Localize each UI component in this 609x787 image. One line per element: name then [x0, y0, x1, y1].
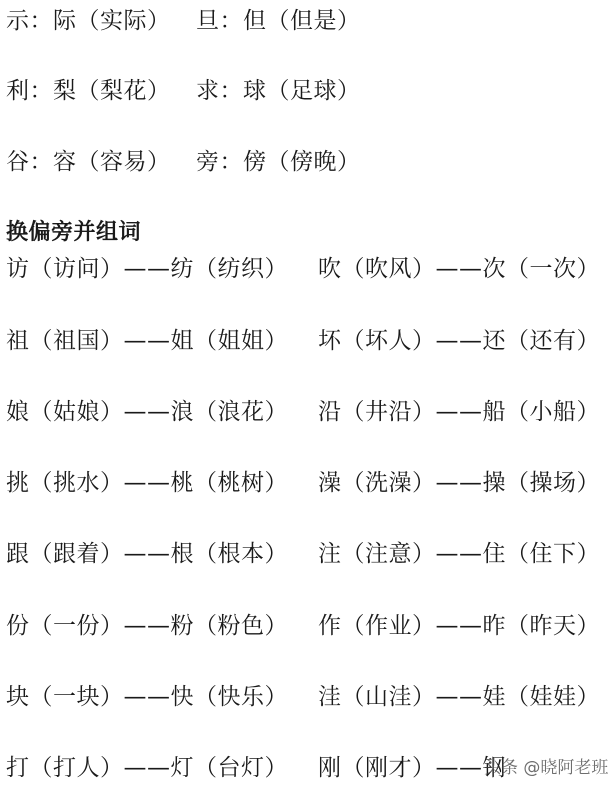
pair-row-6-right: 作（作业）——昨（昨天）	[318, 613, 600, 639]
pair-row-8-right: 刚（刚才）——钢	[318, 755, 506, 781]
pair-row-3-right: 沿（井沿）——船（小船）	[318, 399, 600, 425]
section-heading: 换偏旁并组词	[6, 220, 142, 245]
pair-row-2-left: 祖（祖国）——姐（姐姐）	[6, 328, 288, 354]
row-3-right: 旁：傍（傍晚）	[196, 149, 361, 175]
pair-row-5-left: 跟（跟着）——根（根本）	[6, 541, 288, 567]
row-3-left: 谷：容（容易）	[6, 149, 171, 175]
pair-row-6-left: 份（一份）——粉（粉色）	[6, 613, 288, 639]
row-2-left: 利：梨（梨花）	[6, 78, 171, 104]
pair-row-1-right: 吹（吹风）——次（一次）	[318, 256, 600, 282]
pair-row-2-right: 坏（坏人）——还（还有）	[318, 328, 600, 354]
pair-row-8-left: 打（打人）——灯（台灯）	[6, 755, 288, 781]
pair-row-4-left: 挑（挑水）——桃（桃树）	[6, 470, 288, 496]
pair-row-7-left: 块（一块）——快（快乐）	[6, 684, 288, 710]
pair-row-1-left: 访（访问）——纺（纺织）	[6, 256, 288, 282]
watermark: 头条 @晓阿老班	[484, 758, 609, 778]
pair-row-7-right: 洼（山洼）——娃（娃娃）	[318, 684, 600, 710]
pair-row-3-left: 娘（姑娘）——浪（浪花）	[6, 399, 288, 425]
row-1-left: 示：际（实际）	[6, 8, 171, 34]
pair-row-5-right: 注（注意）——住（住下）	[318, 541, 600, 567]
pair-row-4-right: 澡（洗澡）——操（操场）	[318, 470, 600, 496]
row-2-right: 求：球（足球）	[196, 78, 361, 104]
row-1-right: 旦：但（但是）	[196, 8, 361, 34]
